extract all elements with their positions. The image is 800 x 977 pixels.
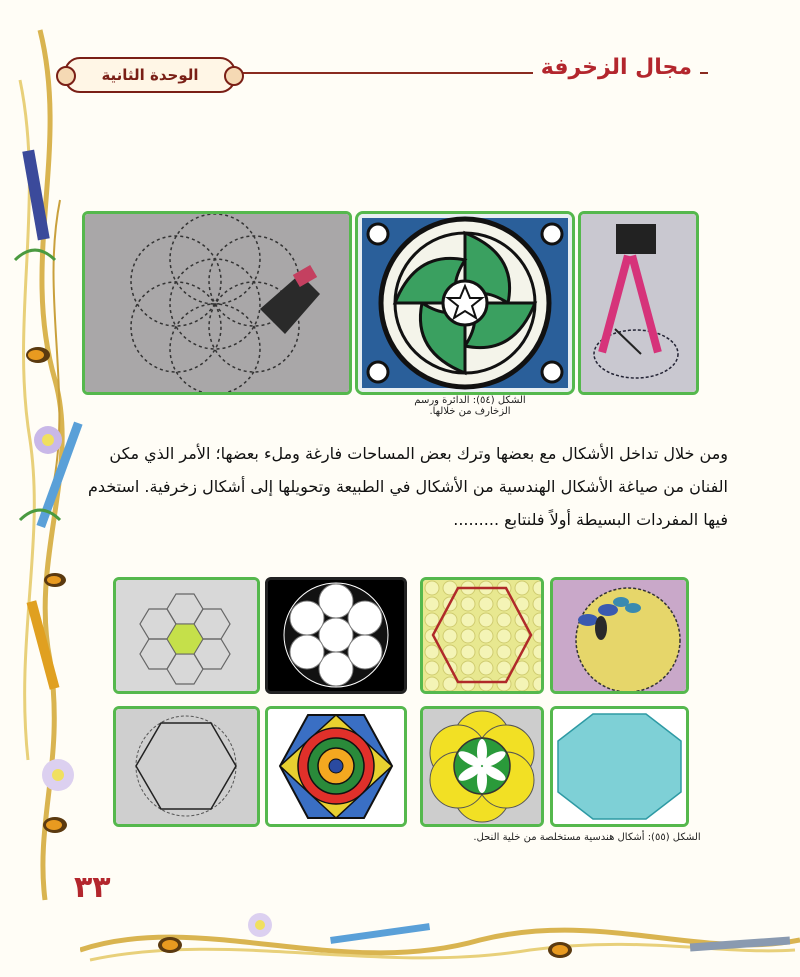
figure-55-caption: الشكل (٥٥): أشكال هندسية مستخلصة من خلية النحل. bbox=[473, 832, 701, 843]
body-line-3: فيها المفردات البسيطة أولاً فلنتابع ......... bbox=[453, 510, 728, 529]
body-paragraph bbox=[88, 437, 728, 536]
unit-label: الوحدة الثانية bbox=[101, 66, 199, 84]
colored-hexagon-pattern bbox=[265, 706, 407, 827]
body-line-1: ومن خلال تداخل الأشكال مع بعضها وترك بعض المساحات فارغة وملء بعضها؛ الأمر الذي مكن bbox=[109, 444, 728, 463]
bees-on-honeycomb bbox=[550, 577, 689, 694]
page-number: ٣٣ bbox=[74, 870, 111, 905]
hexagon-grid-sketch bbox=[113, 577, 260, 694]
circles-in-circle bbox=[265, 577, 407, 694]
body-line-2: الفنان من صياغة الأشكال الهندسية من الأشكال في الطبيعة وتحويلها إلى أشكال زخرفية. استخدم bbox=[88, 477, 728, 496]
figure-54-caption: الشكل (٥٤): الدائرة ورسم الزخارف من خلالها. bbox=[414, 395, 526, 417]
bottom-floral-border bbox=[80, 900, 800, 977]
right-ornament-icon bbox=[224, 66, 244, 86]
compass-drawing-circle bbox=[578, 211, 699, 395]
flower-of-life-pattern bbox=[420, 706, 544, 827]
left-floral-border bbox=[0, 0, 90, 977]
honeycomb-hexagon bbox=[420, 577, 544, 694]
left-ornament-icon bbox=[56, 66, 76, 86]
hexagon-drawing bbox=[113, 706, 260, 827]
stained-glass-rosette bbox=[355, 211, 575, 395]
unit-badge bbox=[64, 57, 236, 93]
domain-title: مجال الزخرفة bbox=[533, 55, 700, 80]
octagon-shape bbox=[550, 706, 689, 827]
compass-circles-photo bbox=[82, 211, 352, 395]
